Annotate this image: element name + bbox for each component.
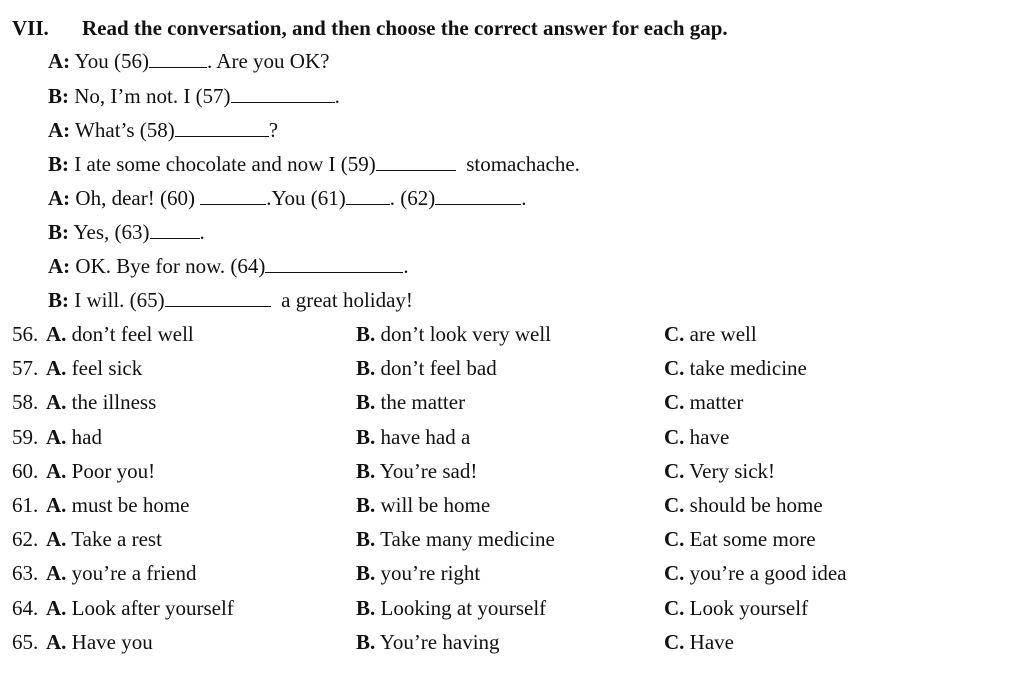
dialogue-text: No, I’m not. I (57) [74,84,231,108]
option-text: You’re sad! [379,459,478,483]
option-letter: B. [356,527,376,551]
option-a [46,561,196,585]
option-b [356,322,551,346]
option-text: Eat some more [689,527,816,551]
option-text: you’re a friend [71,561,197,585]
dialogue-line [48,49,329,73]
option-c [664,425,729,449]
option-letter: A. [46,425,67,449]
answer-gap-62 [435,186,521,205]
dialogue-text: . [334,84,340,108]
option-letter: B. [356,459,376,483]
option-b [356,561,480,585]
option-letter: A. [46,459,67,483]
cropped-previous-line [0,0,1024,4]
option-letter: A. [46,493,67,517]
option-c [664,596,808,620]
option-letter: C. [664,425,685,449]
dialogue-line [48,186,527,210]
speaker-label: A: [48,186,71,210]
option-letter: A. [46,527,67,551]
answer-gap-57 [231,84,335,103]
option-letter: C. [664,356,685,380]
option-c [664,527,816,551]
option-text: Take many medicine [380,527,555,551]
question-number: 63. [12,561,39,585]
option-text: Have [689,630,734,654]
dialogue-text: Yes, (63) [73,220,150,244]
option-text: matter [689,390,744,414]
dialogue-text: . [521,186,527,210]
option-text: the illness [71,390,157,414]
option-text: don’t feel well [71,322,194,346]
option-text: don’t feel bad [380,356,497,380]
question-number: 58. [12,390,39,414]
option-a [46,322,194,346]
question-number: 60. [12,459,39,483]
option-letter: A. [46,356,67,380]
dialogue-line [48,254,409,278]
answer-gap-56 [149,49,207,68]
answer-gap-60 [200,186,266,205]
dialogue-text: OK. Bye for now. (64) [75,254,266,278]
option-letter: A. [46,390,67,414]
option-text: You’re having [379,630,500,654]
option-text: must be home [71,493,190,517]
option-c [664,356,807,380]
dialogue-text: ? [268,118,279,142]
dialogue-text: . Are you OK? [206,49,330,73]
dialogue-text: .You (61) [266,186,346,210]
option-letter: B. [356,322,376,346]
option-b [356,390,465,414]
option-letter: A. [46,596,67,620]
option-letter: C. [664,630,685,654]
option-a [46,527,162,551]
speaker-label: B: [48,84,69,108]
option-text: are well [689,322,757,346]
dialogue-text: I will. (65) [74,288,165,312]
question-number: 61. [12,493,39,517]
option-a [46,425,102,449]
speaker-label: B: [48,288,69,312]
option-text: Have you [71,630,153,654]
option-b [356,459,477,483]
speaker-label: B: [48,152,69,176]
dialogue-line [48,84,340,108]
dialogue-text: . [199,220,205,244]
option-b [356,356,497,380]
option-b [356,630,500,654]
option-a [46,596,234,620]
speaker-label: A: [48,49,71,73]
speaker-label: A: [48,118,71,142]
option-text: you’re a good idea [689,561,847,585]
option-c [664,493,823,517]
option-c [664,390,743,414]
answer-gap-64 [265,254,403,273]
question-number: 59. [12,425,39,449]
option-letter: A. [46,322,67,346]
option-letter: C. [664,322,685,346]
option-letter: B. [356,561,376,585]
option-a [46,459,155,483]
question-number: 57. [12,356,39,380]
option-a [46,630,153,654]
option-c [664,630,734,654]
answer-gap-65 [165,288,271,307]
option-b [356,493,490,517]
option-letter: A. [46,630,67,654]
dialogue-text: . (62) [389,186,436,210]
option-text: have [689,425,730,449]
dialogue-text: a great holiday! [281,288,413,312]
section-instruction: Read the conversation, and then choose the correct answer for each gap. [82,16,728,40]
option-text: feel sick [71,356,143,380]
option-letter: B. [356,356,376,380]
option-text: Look after yourself [71,596,234,620]
dialogue-line [48,152,580,176]
option-letter: C. [664,493,685,517]
section-number: VII. [12,16,49,40]
option-c [664,561,847,585]
option-letter: B. [356,390,376,414]
option-letter: B. [356,630,376,654]
dialogue-line [48,220,205,244]
option-b [356,425,470,449]
option-letter: B. [356,596,376,620]
option-letter: B. [356,425,376,449]
dialogue-text: Oh, dear! (60) [75,186,195,210]
option-b [356,527,555,551]
option-c [664,459,775,483]
answer-gap-63 [150,220,200,239]
dialogue-text: What’s (58) [75,118,175,142]
option-letter: A. [46,561,67,585]
option-text: have had a [380,425,471,449]
dialogue-text: . [403,254,409,278]
option-letter: C. [664,390,685,414]
option-text: Very sick! [689,459,776,483]
speaker-label: B: [48,220,69,244]
answer-gap-58 [175,118,269,137]
option-letter: C. [664,527,685,551]
speaker-label: A: [48,254,71,278]
option-text: don’t look very well [380,322,552,346]
option-letter: C. [664,459,685,483]
answer-gap-59 [376,152,456,171]
question-number: 64. [12,596,39,620]
option-a [46,390,156,414]
option-text: will be home [380,493,491,517]
option-text: Looking at yourself [380,596,547,620]
option-text: Look yourself [689,596,809,620]
option-text: the matter [380,390,466,414]
option-text: take medicine [689,356,807,380]
option-text: you’re right [380,561,481,585]
question-number: 62. [12,527,39,551]
question-number: 65. [12,630,39,654]
option-b [356,596,546,620]
dialogue-text: You (56) [74,49,149,73]
option-letter: C. [664,561,685,585]
answer-gap-61 [346,186,390,205]
option-text: had [71,425,102,449]
option-text: Take a rest [71,527,162,551]
dialogue-text: I ate some chocolate and now I (59) [74,152,376,176]
option-c [664,322,757,346]
option-letter: B. [356,493,376,517]
option-text: Poor you! [71,459,156,483]
option-letter: C. [664,596,685,620]
option-text: should be home [689,493,823,517]
question-number: 56. [12,322,39,346]
option-a [46,356,142,380]
dialogue-text: stomachache. [466,152,580,176]
dialogue-line [48,118,278,142]
option-a [46,493,190,517]
dialogue-line [48,288,413,312]
